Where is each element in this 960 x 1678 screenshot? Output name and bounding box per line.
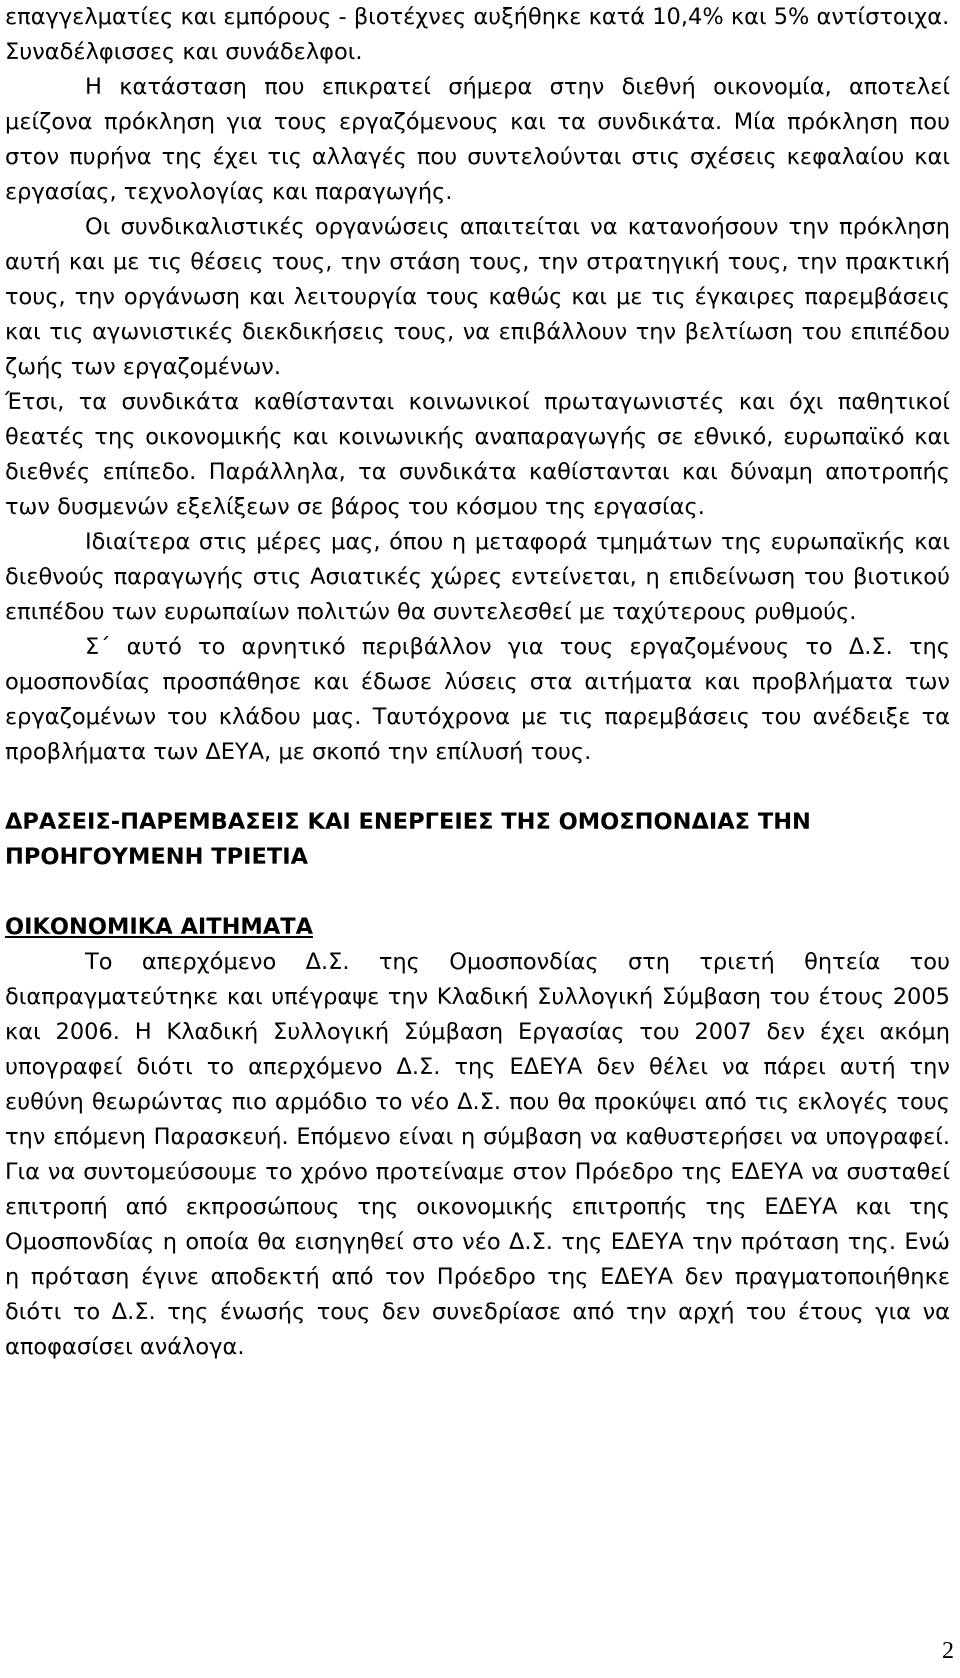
paragraph-global-economy: Η κατάσταση που επικρατεί σήμερα στην διεθνή οικονομία, αποτελεί μείζονα πρόκληση για τους εργαζόμενους και τα συνδικάτα. Μία πρόκληση που στον πυρήνα της έχει τις αλλαγές που συντελούνται στις σχέσεις κεφαλαίου και εργασίας, τεχνολογίας και παραγωγής.	[5, 74, 950, 205]
paragraph-production-transfer: Ιδιαίτερα στις μέρες μας, όπου η μεταφορά τμημάτων της ευρωπαϊκής και διεθνούς παραγωγής στις Ασιατικές χώρες εντείνεται, η επιδείνωση του βιοτικού επιπέδου των ευρωπαίων πολιτών θα συντελεσθεί με ταχύτερους ρυθμούς.	[5, 529, 950, 625]
section-heading: ΔΡΑΣΕΙΣ-ΠΑΡΕΜΒΑΣΕΙΣ ΚΑΙ ΕΝΕΡΓΕΙΕΣ ΤΗΣ ΟΜΟΣΠΟΝΔΙΑΣ ΤΗΝ ΠΡΟΗΓΟΥΜΕΝΗ ΤΡΙΕΤΙΑ	[5, 809, 811, 870]
paragraph-unions-protagonists: Έτσι, τα συνδικάτα καθίστανται κοινωνικοί πρωταγωνιστές και όχι παθητικοί θεατές της οικονομικής και κοινωνικής αναπαραγωγής σε εθνικό, ευρωπαϊκό και διεθνές επίπεδο. Παράλληλα, τα συνδικάτα καθίστανται και δύναμη αποτροπής των δυσμενών εξελίξεων σε βάρος του κόσμου της εργασίας.	[5, 389, 950, 520]
paragraph-collective-agreement: Το απερχόμενο Δ.Σ. της Ομοσπονδίας στη τριετή θητεία του διαπραγματεύτηκε και υπέγραψε την Κλαδική Συλλογική Σύμβαση του έτους 2005 και 2006. Η Κλαδική Συλλογική Σύμβαση Εργασίας του 2007 δεν έχει ακόμη υπογραφεί διότι το απερχόμενο Δ.Σ. της ΕΔΕΥΑ δεν θέλει να πάρει αυτή την ευθύνη θεωρώντας πιο αρμόδιο το νέο Δ.Σ. που θα προκύψει από τις εκλογές τους την επόμενη Παρασκευή. Επόμενο είναι η σύμβαση να καθυστερήσει να υπογραφεί. Για να συντομεύσουμε το χρόνο προτείναμε στον Πρόεδρο της ΕΔΕΥΑ να συσταθεί επιτροπή από εκπροσώπους της οικονομικής επιτροπής της ΕΔΕΥΑ και της Ομοσπονδίας η οποία θα εισηγηθεί στο νέο Δ.Σ. της ΕΔΕΥΑ την πρόταση της. Ενώ η πρόταση έγινε αποδεκτή από τον Πρόεδρο της ΕΔΕΥΑ δεν πραγματοποιήθηκε διότι το Δ.Σ. της ένωσής τους δεν συνεδρίασε από την αρχή του έτους για να αποφασίσει ανάλογα.	[5, 949, 950, 1360]
paragraph-board-efforts: Σ΄ αυτό το αρνητικό περιβάλλον για τους εργαζομένους το Δ.Σ. της ομοσπονδίας προσπάθησε και έδωσε λύσεις στα αιτήματα και προβλήματα των εργαζομένων του κλάδου μας. Ταυτόχρονα με τις παρεμβάσεις του ανέδειξε τα προβλήματα των ΔΕΥΑ, με σκοπό την επίλυσή τους.	[5, 634, 950, 765]
paragraph-union-organizations: Οι συνδικαλιστικές οργανώσεις απαιτείται να κατανοήσουν την πρόκληση αυτή και με τις θέσεις τους, την στάση τους, την στρατηγική τους, την πρακτική τους, την οργάνωση και λειτουργία τους καθώς και με τις έγκαιρες παρεμβάσεις και τις αγωνιστικές διεκδικήσεις τους, να επιβάλλουν την βελτίωση του επιπέδου ζωής των εργαζομένων.	[5, 214, 950, 380]
page-number: 2	[942, 1638, 954, 1664]
section-subheading: ΟΙΚΟΝΟΜΙΚΑ ΑΙΤΗΜΑΤΑ	[5, 914, 313, 940]
paragraph-salutation: Συναδέλφισσες και συνάδελφοι.	[5, 39, 363, 65]
paragraph-continuation: επαγγελματίες και εμπόρους - βιοτέχνες αυξήθηκε κατά 10,4% και 5% αντίστοιχα.	[5, 4, 950, 30]
document-body	[5, 0, 950, 1365]
